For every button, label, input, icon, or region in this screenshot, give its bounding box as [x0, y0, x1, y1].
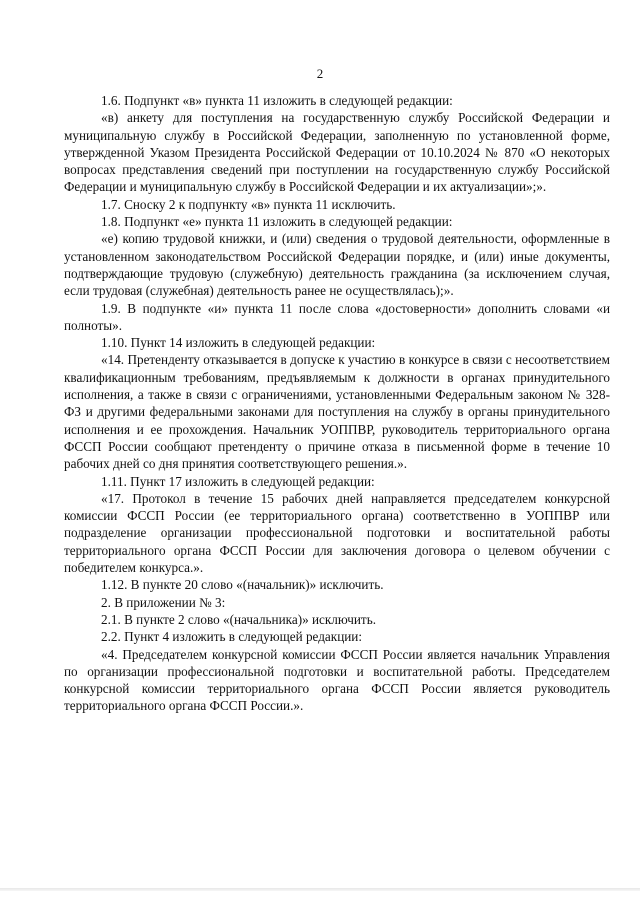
paragraph-item-e-text: «е) копию трудовой книжки, и (или) сведения о трудовой деятельности, оформленные в установленном законодательством Российской Федерации порядке, и (или) иные документы, подтверждающие трудовую (служебную) деятельность гражданина (за исключением случая, если трудовая (служебная) деятельность ранее не осуществлялась);».: [64, 231, 610, 299]
paragraph-item-17-text: «17. Протокол в течение 15 рабочих дней направляется председателем конкурсной комиссии ФССП России (ее территориального органа) соответственно в УОППВР или подразделение организации профессиональной подготовки и воспитательной работы территориального органа ФССП России для заключения договора о целевом обучении с победителем конкурса.».: [64, 490, 610, 576]
paragraph-2: 2. В приложении № 3:: [101, 594, 226, 610]
paragraph-1-6: 1.6. Подпункт «в» пункта 11 изложить в следующей редакции:: [101, 93, 453, 108]
scan-edge-divider: [0, 888, 640, 891]
paragraph-2-2: 2.2. Пункт 4 изложить в следующей редакции:: [101, 629, 363, 645]
paragraph-1-11: 1.11. Пункт 17 изложить в следующей редакции:: [101, 473, 375, 489]
paragraph-item-4-text: «4. Председателем конкурсной комиссии ФССП России является начальник Управления по организации профессиональной подготовки и воспитательной работы. Председателем конкурсной комиссии территориального органа ФССП России является руководитель территориального органа ФССП России.».: [64, 646, 610, 714]
paragraph-1-7: 1.7. Сноску 2 к подпункту «в» пункта 11 исключить.: [101, 196, 396, 212]
paragraph-item-v-text: «в) анкету для поступления на государственную службу Российской Федерации и муниципальную службу в Российской Федерации, заполненную по установленной форме, утвержденной Указом Президента Российской Федерации от 10.10.2024 № 870 «О некоторых вопросах представления сведений при поступлении на государственную службу Российской Федерации и муниципальную службу в Российской Федерации и их актуализации»;».: [64, 110, 610, 195]
page-number: 2: [316, 66, 324, 81]
document-body: [64, 92, 610, 715]
paragraph-2-1: 2.1. В пункте 2 слово «(начальника)» исключить.: [101, 611, 377, 627]
paragraph-item-14-text: «14. Претенденту отказывается в допуске к участию в конкурсе в связи с несоответствием квалификационным требованиям, предъявляемым к должности в органах принудительного исполнения, а также в связи с ограничениями, установленными Федеральным законом № 328-ФЗ и другими федеральными законами для поступления на службу в органы принудительного исполнения и ее прохождения. Начальник УОППВР, руководитель территориального органа ФССП России сообщают претенденту о причине отказа в письменной форме в течение 10 рабочих дней со дня принятия соответствующего решения.».: [64, 352, 610, 472]
paragraph-1-12: 1.12. В пункте 20 слово «(начальник)» исключить.: [101, 577, 384, 593]
paragraph-1-8: 1.8. Подпункт «е» пункта 11 изложить в следующей редакции:: [101, 214, 453, 230]
paragraph-1-10: 1.10. Пункт 14 изложить в следующей редакции:: [101, 335, 376, 351]
paragraph-1-9: 1.9. В подпункте «и» пункта 11 после слова «достоверности» дополнить словами «и полноты».: [64, 300, 610, 333]
